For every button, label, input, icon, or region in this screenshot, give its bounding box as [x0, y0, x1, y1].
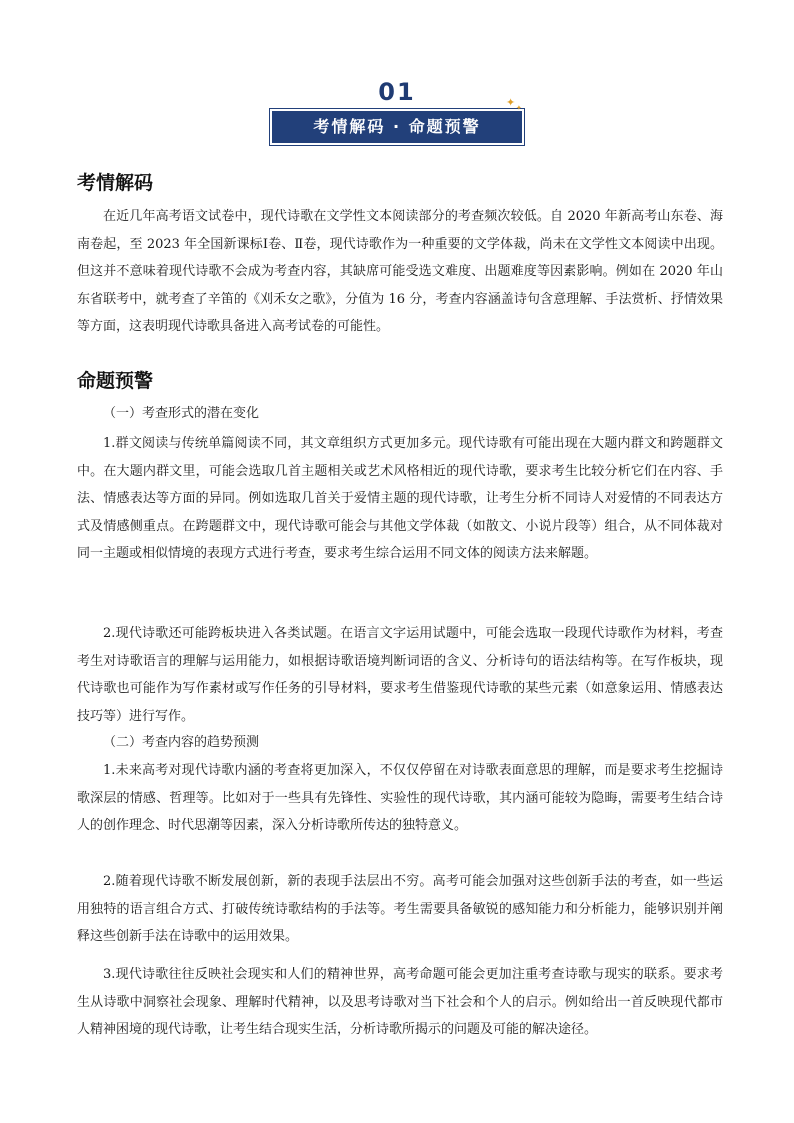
sparkle-icon: ✦ — [506, 96, 516, 109]
section-number: 01 — [378, 78, 416, 106]
paragraph-innovation: 2.随着现代诗歌不断发展创新，新的表现手法层出不穷。高考可能会加强对这些创新手法的考查，如一些运用独特的语言组合方式、打破传统诗歌结构的手法等。考生需要具备敏锐的感知能力和分析能力，能够识别并阐释这些创新手法在诗歌中的运用效果。 — [77, 874, 723, 944]
subheading-form: （一）考查形式的潜在变化 — [103, 406, 260, 421]
paragraph-depth: 1.未来高考对现代诗歌内涵的考查将更加深入，不仅仅停留在对诗歌表面意思的理解，而是要求考生挖掘诗歌深层的情感、哲理等。比如对于一些具有先锋性、实验性的现代诗歌，其内涵可能较为隐晦，需要考生结合诗人的创作理念、时代思潮等因素，深入分析诗歌所传达的独特意义。 — [77, 763, 723, 833]
paragraph-group-reading: 1.群文阅读与传统单篇阅读不同，其文章组织方式更加多元。现代诗歌有可能出现在大题内群文和跨题群文中。在大题内群文里，可能会选取几首主题相关或艺术风格相近的现代诗歌，要求考生比较分析它们在内容、手法、情感表达等方面的异同。例如选取几首关于爱情主题的现代诗歌，让考生分析不同诗人对爱情的不同表达方式及情感侧重点。在跨题群文中，现代诗歌可能会与其他文学体裁（如散文、小说片段等）组合，从不同体裁对同一主题或相似情境的表现方式进行考查，要求考生综合运用不同文体的阅读方法来解题。 — [77, 436, 723, 561]
sparkle-icon: ✦ — [516, 104, 522, 112]
heading-warning: 命题预警 — [77, 370, 154, 392]
heading-analysis: 考情解码 — [77, 172, 154, 194]
subheading-content: （二）考查内容的趋势预测 — [103, 735, 260, 750]
analysis-paragraph: 在近几年高考语文试卷中，现代诗歌在文学性文本阅读部分的考查频次较低。自 2020 年新高考山东卷、海南卷起，至 2023 年全国新课标Ⅰ卷、Ⅱ卷，现代诗歌作为一种重要的文学体裁，尚未在文学性文本阅读中出现。但这并不意味着现代诗歌不会成为考查内容，其缺席可能受选文难度、出题难度等因素影响。例如在 2020 年山东省联考中，就考查了辛笛的《刈禾女之歌》，分值为 16 分，考查内容涵盖诗句含意理解、手法赏析、抒情效果等方面，这表明现代诗歌具备进入高考试卷的可能性。 — [77, 209, 723, 334]
title-banner — [0, 78, 794, 158]
banner-title: 考情解码 · 命题预警 — [270, 109, 524, 145]
paragraph-reality: 3.现代诗歌往往反映社会现实和人们的精神世界，高考命题可能会更加注重考查诗歌与现实的联系。要求考生从诗歌中洞察社会现象、理解时代精神，以及思考诗歌对当下社会和个人的启示。例如给出一首反映现代都市人精神困境的现代诗歌，让考生结合现实生活，分析诗歌所揭示的问题及可能的解决途径。 — [77, 967, 723, 1037]
paragraph-cross-section: 2.现代诗歌还可能跨板块进入各类试题。在语言文字运用试题中，可能会选取一段现代诗歌作为材料，考查考生对诗歌语言的理解与运用能力，如根据诗歌语境判断词语的含义、分析诗句的语法结构等。在写作板块，现代诗歌也可能作为写作素材或写作任务的引导材料，要求考生借鉴现代诗歌的某些元素（如意象运用、情感表达技巧等）进行写作。 — [77, 626, 723, 724]
